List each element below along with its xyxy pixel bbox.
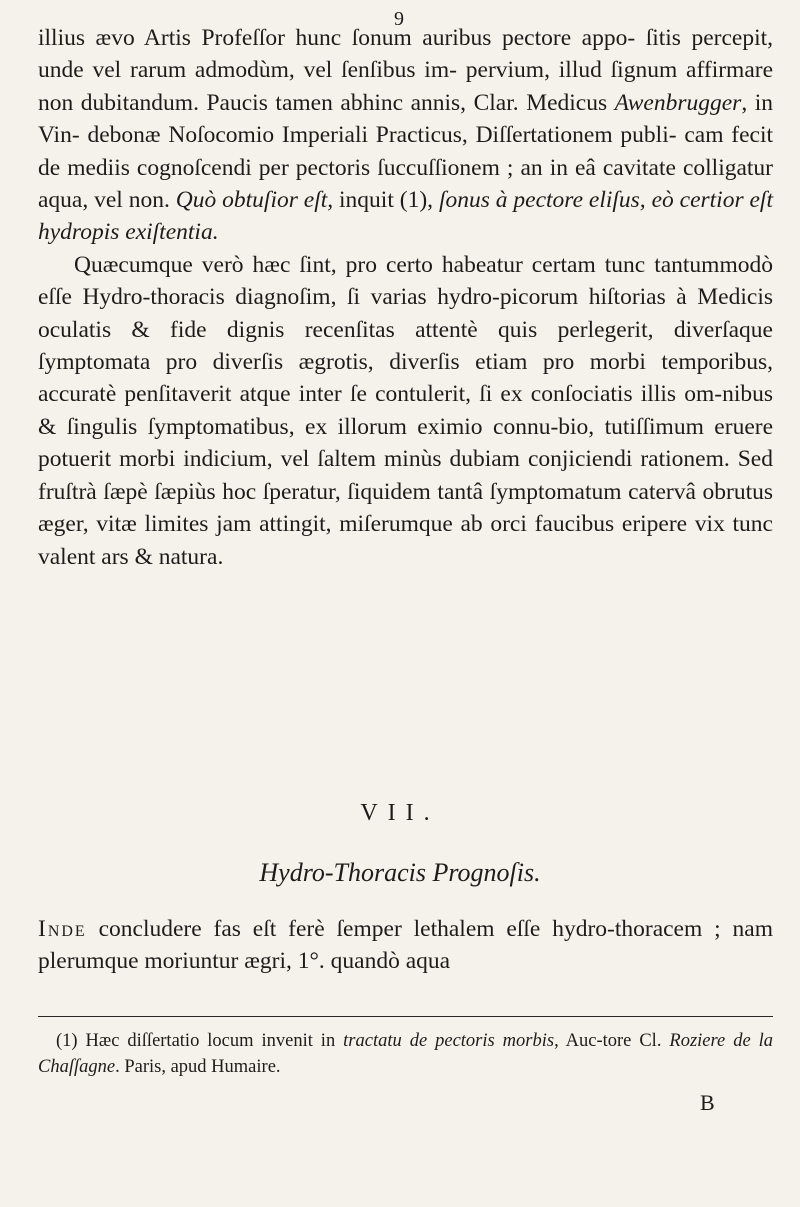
text-line: tamen abhinc annis, Clar. Medicus	[275, 89, 615, 116]
page-number: 9	[394, 8, 404, 30]
footnote-text: , Auc-tore Cl.	[554, 1031, 670, 1051]
paragraph-continuation	[38, 22, 773, 249]
footnote-divider	[38, 1016, 773, 1017]
text-line: cam fecit de mediis cognoſcendi per pectoris ſuccuſſionem ;	[38, 122, 774, 181]
author-name: Awenbrugger	[614, 89, 742, 116]
signature-mark: B	[700, 1090, 715, 1115]
section-title: Hydro-Thoracis Prognoſis.	[259, 858, 541, 887]
footnote-text: . Paris, apud Humaire.	[115, 1057, 281, 1077]
footnote	[38, 1028, 773, 1080]
paragraph-new-section	[38, 913, 773, 978]
quotation: Quò obtuſior eſt,	[175, 187, 334, 214]
text-line: , in Vin-	[38, 89, 774, 149]
footnote-text: (1) Hæc diſſertatio locum invenit in	[56, 1031, 344, 1051]
paragraph: Quæcumque verò hæc ſint, pro certo habeatur certam tunc tantummodò eſſe Hydro-thoracis diagnoſim, ſi varias hydro-picorum hiſtorias à Medicis oculatis & fide dignis recenſitas attentè quis perlegerit, diverſaque ſymptomata pro diverſis ægrotis, diverſis etiam pro morbi temporibus, accuratè penſitaverit atque inter ſe contulerit, ſi ex conſociatis illis om-nibus & ſingulis ſymptomatibus, ex illorum eximio connu-bio, tutiſſimum eruere potuerit morbi indicium, vel ſaltem minùs dubiam conjiciendi rationem. Sed fruſtrà ſæpè ſæpiùs hoc ſperatur, ſiquidem tantâ ſymptomatum catervâ obrutus æger, vitæ limites jam attingit, miſerumque ab orci faucibus eripere vix tunc valent ars & natura.	[38, 251, 773, 570]
body-text	[38, 22, 773, 573]
footnote-work-title: tractatu de pectoris morbis	[343, 1031, 555, 1051]
quotation: exiſtentia.	[125, 219, 219, 246]
text-line: illius ævo Artis Profeſſor hunc ſonum auribus pectore appo-	[38, 25, 636, 51]
text-line: an in eâ cavitate colligatur aqua, vel non.	[38, 154, 774, 214]
text-line: ſitis percepit, unde vel rarum admodùm, vel ſenſibus im-	[38, 25, 774, 84]
footnote-author: Roziere de la Chaſſagne	[38, 1031, 773, 1077]
section-number: VII.	[360, 800, 440, 826]
paragraph-lead-word: Inde	[38, 916, 87, 942]
text-line: pervium, illud ſignum affirmare non dubitandum. Paucis	[38, 57, 774, 116]
quotation: ſonus à pectore eliſus, eò certior eſt hydropis	[38, 187, 773, 246]
text-line: inquit (1),	[339, 187, 439, 214]
paragraph-text: concludere fas eſt ferè ſemper lethalem eſſe hydro-thoracem ; nam plerumque moriuntur ægri, 1°. quandò aqua	[38, 916, 773, 975]
text-line: debonæ Noſocomio Imperiali Practicus, Diſſertationem publi-	[87, 122, 677, 149]
